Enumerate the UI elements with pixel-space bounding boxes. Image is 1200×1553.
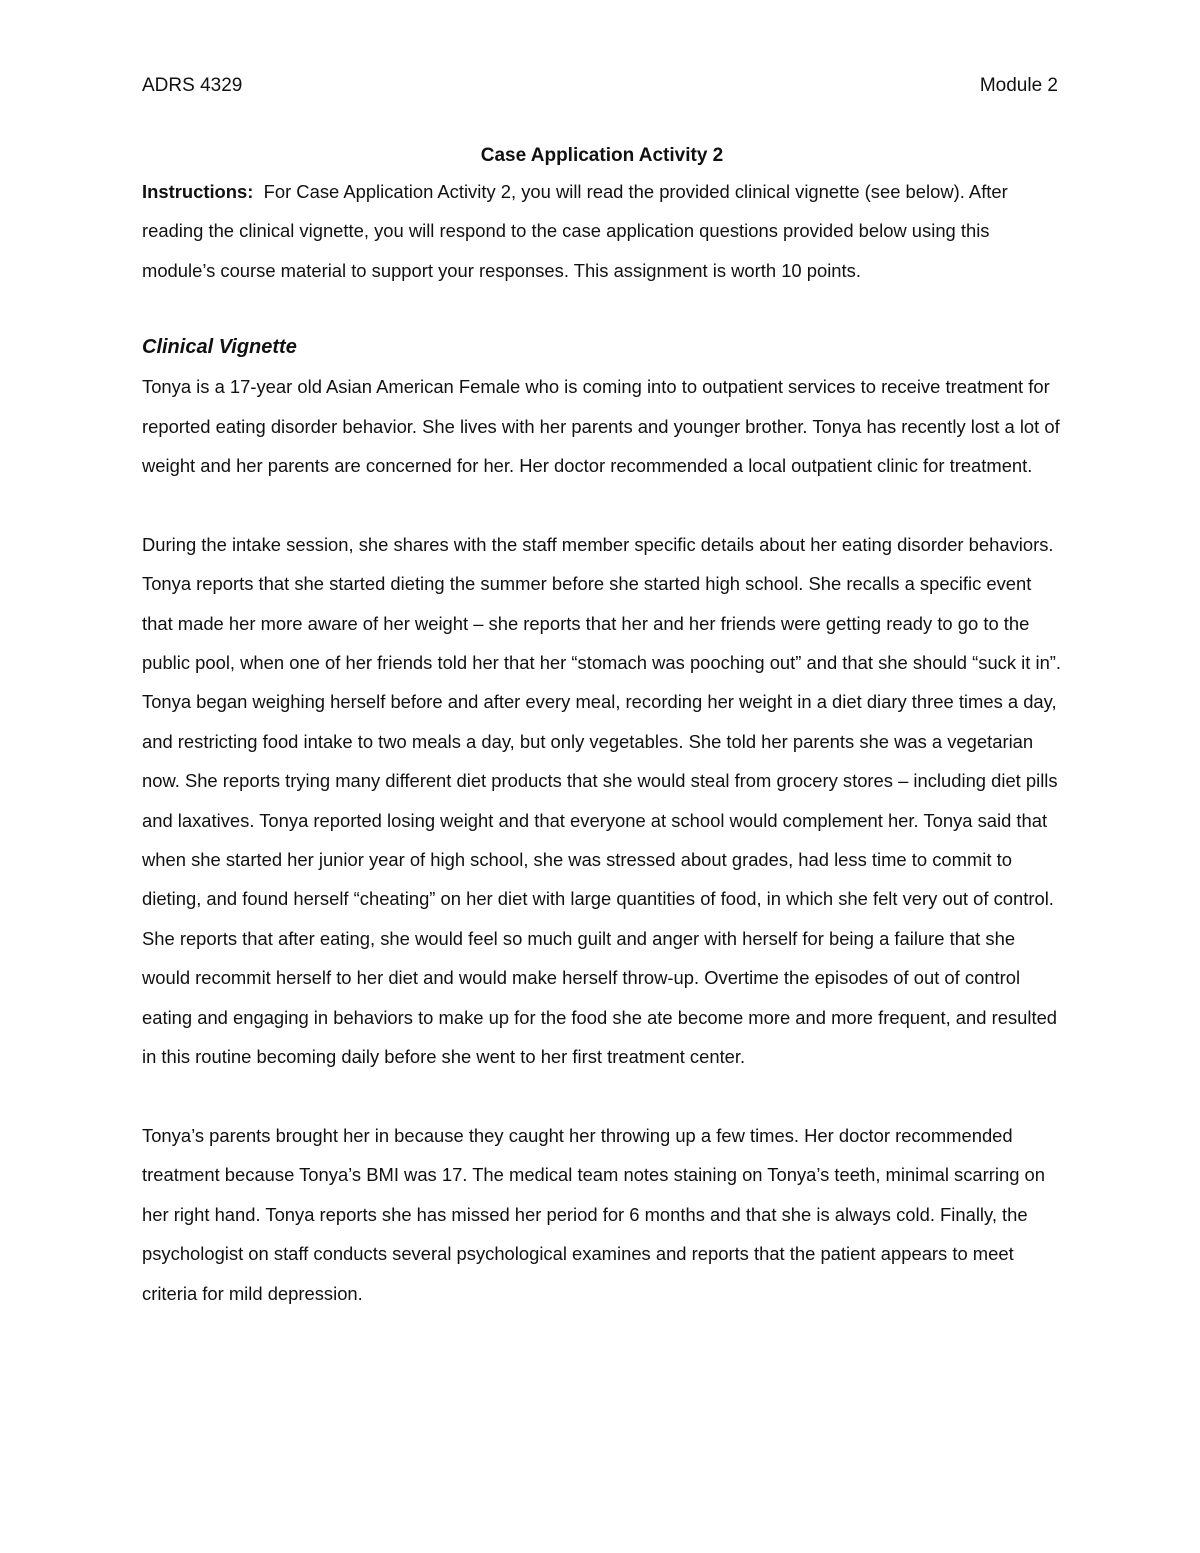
spacer — [142, 1077, 1062, 1116]
instructions-text: For Case Application Activity 2, you will read the provided clinical vignette (see below). After reading the clinical vignette, you will respond to the case application questions provided below using this module’s course material to support your responses. This assignment is worth 10 points. — [142, 181, 1008, 281]
instructions-label: Instructions: — [142, 181, 254, 202]
vignette-paragraph-1: Tonya is a 17-year old Asian American Female who is coming into to outpatient services to receive treatment for reported eating disorder behavior. She lives with her parents and younger brother. Tonya has recently lost a lot of weight and her parents are concerned for her. Her doctor recommended a local outpatient clinic for treatment. — [142, 376, 1060, 477]
section-heading-clinical-vignette: Clinical Vignette — [142, 336, 297, 359]
spacer — [142, 485, 1062, 524]
vignette-paragraph-3: Tonya’s parents brought her in because they caught her throwing up a few times. Her doctor recommended treatment because Tonya’s BMI was 17. The medical team notes staining on Tonya’s teeth, minimal scarring on her right hand. Tonya reports she has missed her period for 6 months and that she is always cold. Finally, the psychologist on staff conducts several psychological examines and reports that the patient appears to meet criteria for mild depression. — [142, 1124, 1045, 1304]
document-title: Case Application Activity 2 — [480, 145, 724, 166]
instructions-paragraph — [142, 172, 1062, 290]
header-module-label: Module 2 — [979, 75, 1058, 96]
vignette-paragraph-2: During the intake session, she shares with the staff member specific details about her eating disorder behaviors. Tonya reports that she started dieting the summer before she started high school. She recalls a specific event that made her more aware of her weight – she reports that her and her friends were getting ready to go to the public pool, when one of her friends told her that her “stomach was pooching out” and that she should “suck it in”. Tonya began weighing herself before and after every meal, recording her weight in a diet diary three times a day, and restricting food intake to two meals a day, but only vegetables. She told her parents she was a vegetarian now. She reports trying many different diet products that she would steal from grocery stores – including diet pills and laxatives. Tonya reported losing weight and that everyone at school would complement her. Tonya said that when she started her junior year of high school, she was stressed about grades, had less time to commit to dieting, and found herself “cheating” on her diet with large quantities of food, in which she felt very out of control. She reports that after eating, she would feel so much guilt and anger with herself for being a failure that she would recommit herself to her diet and would make herself throw-up. Overtime the episodes of out of control eating and engaging in behaviors to make up for the food she ate become more and more frequent, and resulted in this routine becoming daily before she went to her first treatment center. — [142, 533, 1062, 1068]
document-body — [142, 140, 1062, 1313]
header-course-code: ADRS 4329 — [142, 75, 243, 96]
spacer — [142, 290, 1062, 328]
